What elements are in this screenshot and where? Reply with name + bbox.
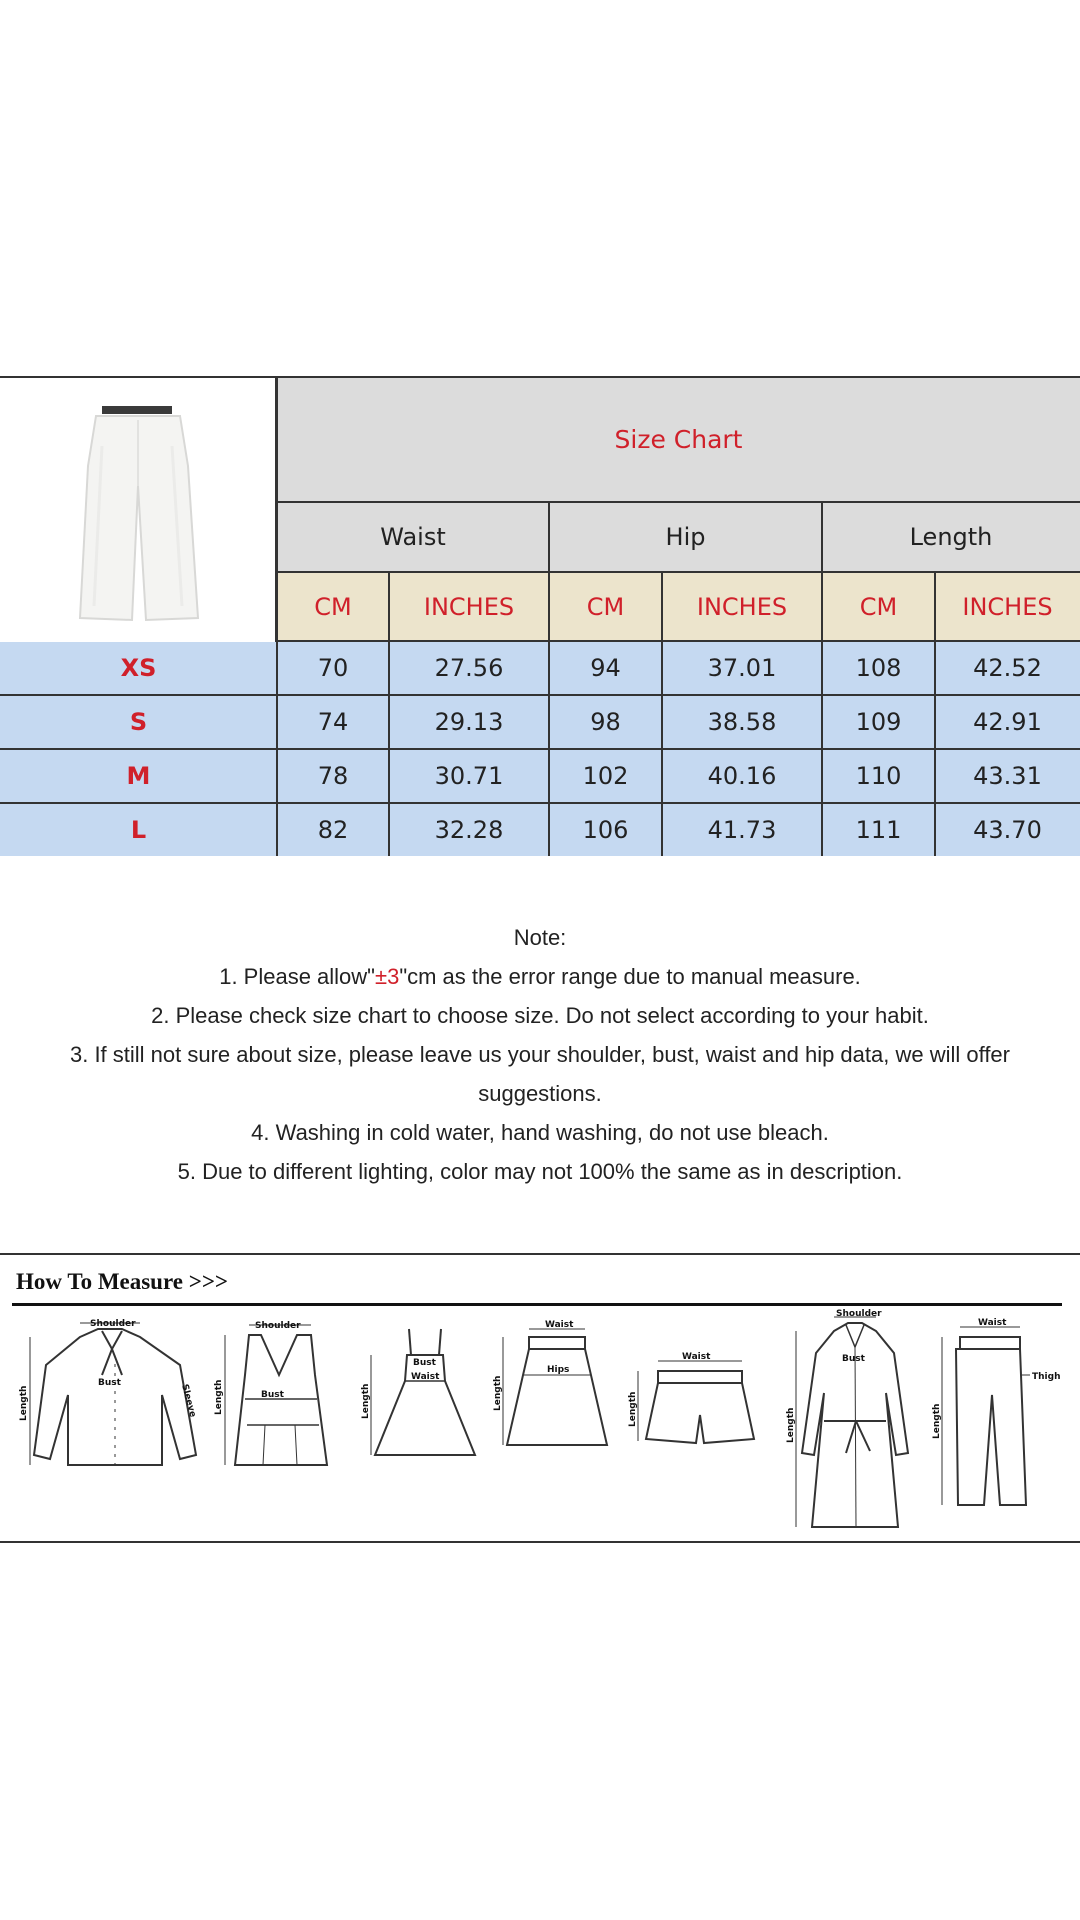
trousers-diagram [930,1315,1060,1515]
size-chart-title: Size Chart [277,378,1080,503]
label-length: Length [361,1383,371,1419]
note-item-1 [0,957,1080,996]
label-bust: Bust [261,1390,284,1400]
size-chart-table [0,376,1080,856]
grid-line [934,573,936,856]
label-thigh: Thigh [1032,1372,1061,1382]
blouse-diagram [20,1315,200,1475]
size-label-s: S [0,696,277,750]
table-cell: 43.70 [935,804,1080,856]
table-cell: 30.71 [389,750,549,804]
label-waist: Waist [682,1352,711,1362]
note-item-3-line-1: 3. If still not sure about size, please leave us your shoulder, bust, waist and hip data, we will offer [69,1042,1010,1067]
label-shoulder: Shoulder [90,1319,136,1329]
notes-section [0,918,1080,1191]
table-cell: 94 [549,642,662,696]
note-item-2: 2. Please check size chart to choose size. Do not select according to your habit. [151,1003,929,1028]
group-header-waist: Waist [277,503,549,573]
table-cell: 74 [277,696,389,750]
table-cell: 82 [277,804,389,856]
how-to-measure-title: How To Measure >>> [16,1269,229,1294]
note-item-1-text-end: "cm as the error range due to manual measure. [399,964,861,989]
grid-line [661,573,663,856]
table-cell: 42.91 [935,696,1080,750]
label-length: Length [628,1391,638,1427]
strap-dress-diagram [361,1315,485,1475]
table-cell: 37.01 [662,642,822,696]
label-shoulder: Shoulder [255,1321,301,1331]
unit-header-hip-cm: CM [549,573,662,642]
label-length: Length [19,1385,29,1421]
label-sleeve: Sleeve [179,1383,198,1419]
table-cell: 78 [277,750,389,804]
label-bust: Bust [413,1358,436,1368]
title-underline [12,1303,1062,1306]
table-cell: 106 [549,804,662,856]
table-cell: 32.28 [389,804,549,856]
table-cell: 27.56 [389,642,549,696]
label-length: Length [214,1379,224,1415]
table-cell: 38.58 [662,696,822,750]
how-to-measure-section [0,1253,1080,1543]
unit-header-waist-cm: CM [277,573,389,642]
label-waist: Waist [978,1318,1007,1328]
label-hips: Hips [547,1365,570,1375]
unit-header-hip-inches: INCHES [662,573,822,642]
size-label-xs: XS [0,642,277,696]
table-cell: 108 [822,642,935,696]
table-cell: 40.16 [662,750,822,804]
coat-dress-diagram [786,1309,920,1537]
unit-header-length-cm: CM [822,573,935,642]
grid-line [548,503,550,856]
product-image-cell [0,378,277,642]
note-item-5: 5. Due to different lighting, color may not 100% the same as in description. [177,1159,903,1184]
note-item-4: 4. Washing in cold water, hand washing, do not use bleach. [251,1120,829,1145]
label-shoulder: Shoulder [836,1309,882,1319]
table-cell: 43.31 [935,750,1080,804]
table-cell: 111 [822,804,935,856]
group-header-length: Length [822,503,1080,573]
label-bust: Bust [98,1378,121,1388]
label-length: Length [932,1403,942,1439]
table-cell: 102 [549,750,662,804]
label-length: Length [493,1375,503,1411]
table-cell: 70 [277,642,389,696]
notes-heading: Note: [513,925,567,950]
label-waist: Waist [545,1320,574,1330]
group-header-hip: Hip [549,503,822,573]
label-length: Length [786,1407,796,1443]
size-label-l: L [0,804,277,856]
label-bust: Bust [842,1354,865,1364]
table-cell: 42.52 [935,642,1080,696]
table-cell: 29.13 [389,696,549,750]
grid-line [821,503,823,856]
table-cell: 98 [549,696,662,750]
table-cell: 41.73 [662,804,822,856]
note-item-1-text-start: 1. Please allow" [219,964,375,989]
tank-top-diagram [215,1315,345,1475]
size-label-m: M [0,750,277,804]
note-item-3-line-2: suggestions. [478,1081,602,1106]
grid-line [276,378,278,856]
unit-header-waist-inches: INCHES [389,573,549,642]
skirt-diagram [495,1315,615,1475]
shorts-diagram [630,1315,760,1475]
unit-header-length-inches: INCHES [935,573,1080,642]
table-cell: 110 [822,750,935,804]
label-waist: Waist [411,1372,440,1382]
table-cell: 109 [822,696,935,750]
grid-line [388,573,390,856]
pants-product-image [72,406,204,624]
note-tolerance-value: ±3 [375,964,400,989]
